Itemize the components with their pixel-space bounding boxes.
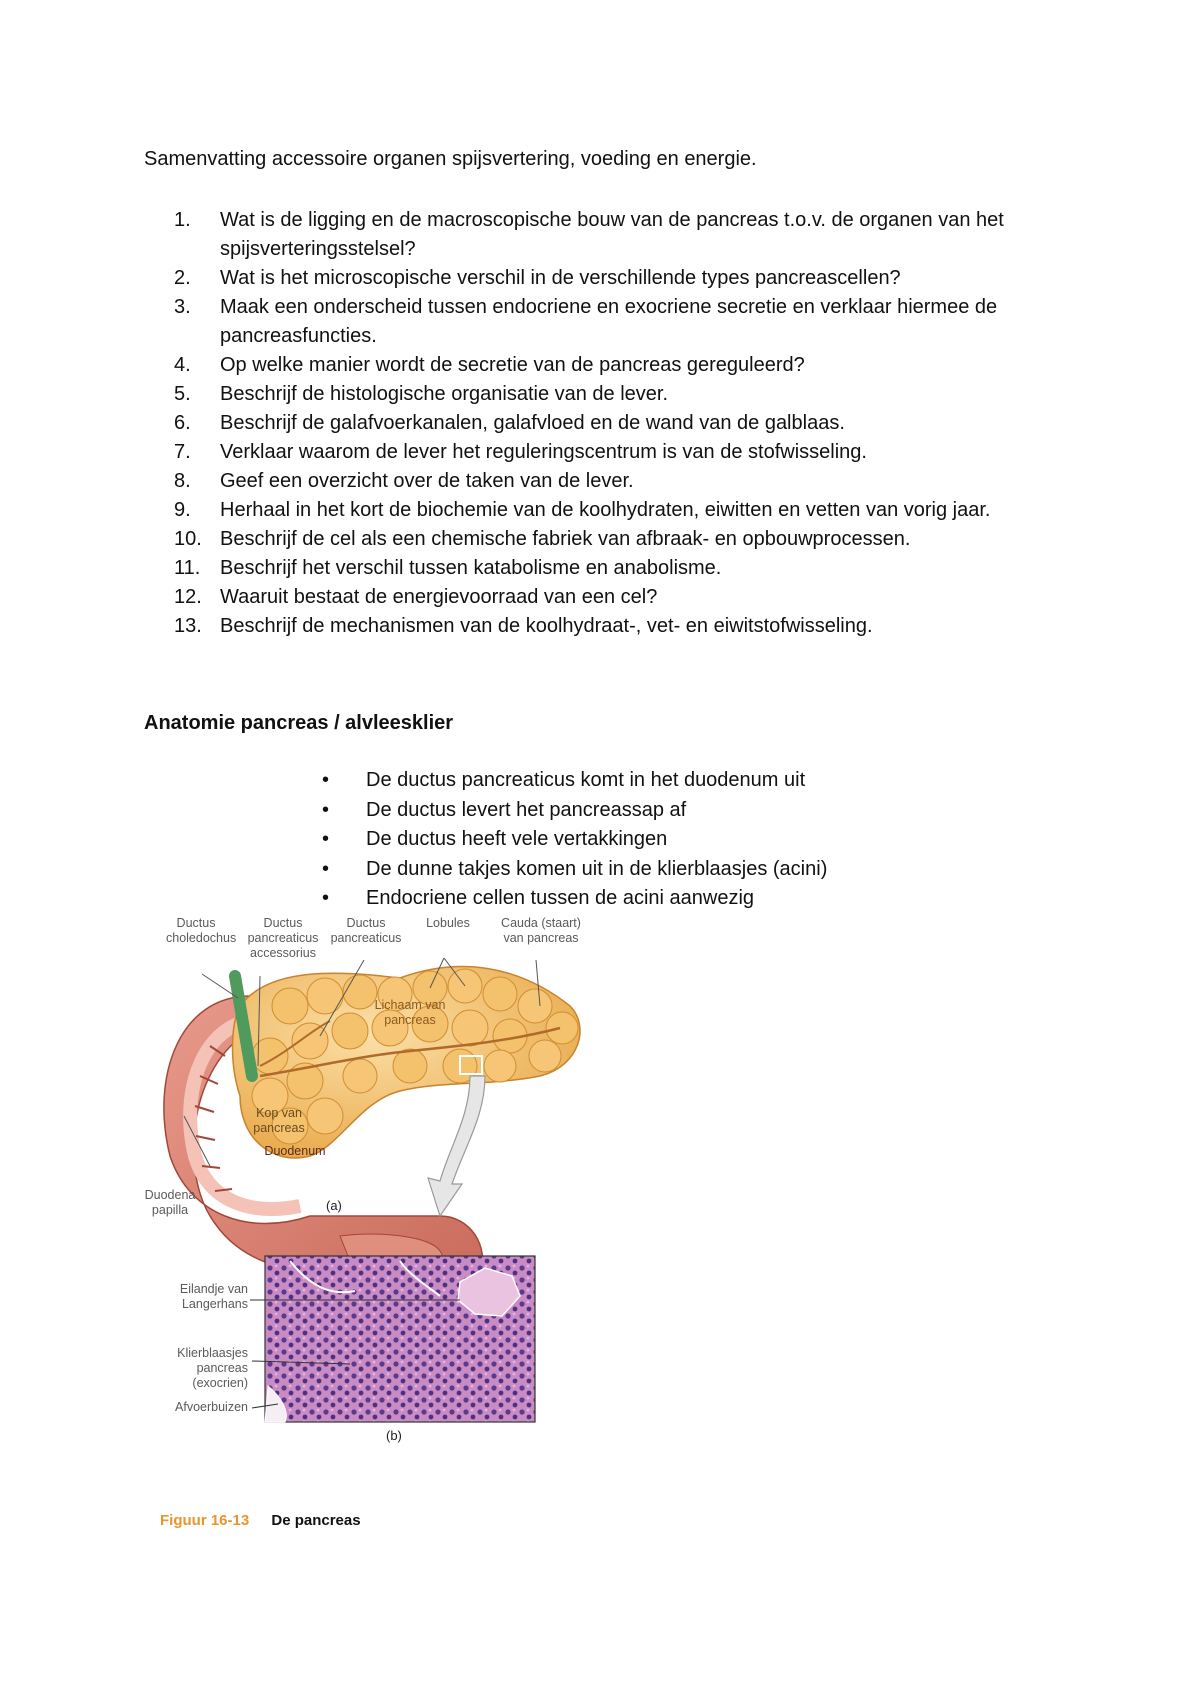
item-text: Beschrijf de galafvoerkanalen, galafvloed en de wand van de galblaas.: [220, 412, 845, 434]
panel-b-label: (b): [386, 1428, 402, 1443]
zoom-arrow-icon: [428, 1076, 485, 1216]
caption-number: Figuur 16-13: [160, 1512, 250, 1529]
list-item: [144, 206, 1064, 264]
question-list: [144, 206, 1064, 641]
section-heading: Anatomie pancreas / alvleesklier: [144, 712, 454, 734]
item-number: 5.: [174, 383, 191, 405]
item-number: 6.: [174, 412, 191, 434]
list-item: [322, 825, 827, 855]
item-text: Beschrijf de cel als een chemische fabriek van afbraak- en opbouwprocessen.: [220, 528, 911, 550]
item-text: Waaruit bestaat de energievoorraad van een cel?: [220, 586, 658, 608]
item-text: Maak een onderscheid tussen endocriene en exocriene secretie en verklaar hiermee de pancreasfuncties.: [220, 296, 998, 347]
bullet-icon: •: [322, 857, 330, 880]
item-text: Herhaal in het kort de biochemie van de koolhydraten, eiwitten en vetten van vorig jaar.: [220, 499, 991, 521]
label-lichaam: Lichaam van pancreas: [374, 998, 446, 1027]
bullet-icon: •: [322, 887, 330, 909]
label-duodenum: Duodenum: [264, 1144, 326, 1158]
list-item: [144, 264, 1064, 293]
list-item: [144, 380, 1064, 409]
list-item: [144, 351, 1064, 380]
item-number: 11.: [174, 557, 201, 579]
item-number: 9.: [174, 499, 191, 521]
bullet-text: De ductus pancreaticus komt in het duodenum uit: [366, 769, 806, 791]
label-cauda: Cauda (staart) van pancreas: [501, 916, 581, 945]
list-item: [322, 796, 827, 826]
label-afvoerbuizen: Afvoerbuizen: [175, 1400, 248, 1414]
item-text: Geef een overzicht over de taken van de lever.: [220, 470, 634, 492]
item-number: 3.: [174, 296, 191, 318]
list-item: [144, 583, 1064, 612]
list-item: [144, 409, 1064, 438]
label-lobules: Lobules: [426, 916, 470, 930]
bullet-icon: •: [322, 798, 330, 821]
item-number: 4.: [174, 354, 191, 376]
item-text: Wat is het microscopische verschil in de verschillende types pancreascellen?: [220, 267, 901, 289]
item-text: Beschrijf de mechanismen van de koolhydraat-, vet- en eiwitstofwisseling.: [220, 615, 873, 637]
label-papilla: Duodena papilla: [144, 1188, 196, 1217]
figure-caption: [160, 1512, 361, 1529]
item-number: 2.: [174, 267, 191, 289]
list-item: [144, 293, 1064, 351]
bullet-icon: •: [322, 769, 330, 791]
label-ductus-choledochus: Ductus choledochus: [166, 916, 237, 945]
bullet-list: [322, 766, 827, 914]
item-number: 10.: [174, 528, 202, 550]
document-title: Samenvatting accessoire organen spijsvertering, voeding en energie.: [144, 148, 757, 170]
list-item: [144, 525, 1064, 554]
label-ductus-accessorius: Ductus pancreaticus accessorius: [247, 916, 319, 960]
item-number: 8.: [174, 470, 191, 492]
item-text: Verklaar waarom de lever het reguleringscentrum is van de stofwisseling.: [220, 441, 867, 463]
bullet-icon: •: [322, 828, 330, 850]
item-number: 12.: [174, 586, 202, 608]
label-eilandje: Eilandje van Langerhans: [179, 1282, 248, 1311]
caption-text: De pancreas: [271, 1512, 361, 1529]
item-text: Op welke manier wordt de secretie van de pancreas gereguleerd?: [220, 354, 805, 376]
list-item: [144, 438, 1064, 467]
bullet-text: De dunne takjes komen uit in de klierblaasjes (acini): [366, 857, 828, 880]
pancreas-figure: [140, 916, 700, 1546]
item-text: Wat is de ligging en de macroscopische bouw van de pancreas t.o.v. de organen van het spijsverteringsstelsel?: [220, 209, 1004, 260]
item-number: 13.: [174, 615, 202, 637]
item-text: Beschrijf het verschil tussen katabolisme en anabolisme.: [220, 557, 722, 579]
list-item: [322, 884, 827, 914]
item-number: 7.: [174, 441, 191, 463]
list-item: [144, 467, 1064, 496]
label-ductus-pancreaticus: Ductus pancreaticus: [330, 916, 402, 945]
item-text: Beschrijf de histologische organisatie van de lever.: [220, 383, 669, 405]
panel-a-label: (a): [326, 1198, 342, 1213]
list-item: [144, 496, 1064, 525]
label-klierblaasjes: Klierblaasjes pancreas (exocrien): [177, 1346, 248, 1390]
label-kop: Kop van pancreas: [253, 1106, 305, 1135]
bullet-text: De ductus levert het pancreassap af: [366, 798, 687, 821]
list-item: [322, 766, 827, 796]
list-item: [144, 612, 1064, 641]
list-item: [322, 855, 827, 885]
bullet-text: Endocriene cellen tussen de acini aanwezig: [366, 887, 755, 909]
item-number: 1.: [174, 209, 191, 231]
bullet-text: De ductus heeft vele vertakkingen: [366, 828, 668, 850]
list-item: [144, 554, 1064, 583]
